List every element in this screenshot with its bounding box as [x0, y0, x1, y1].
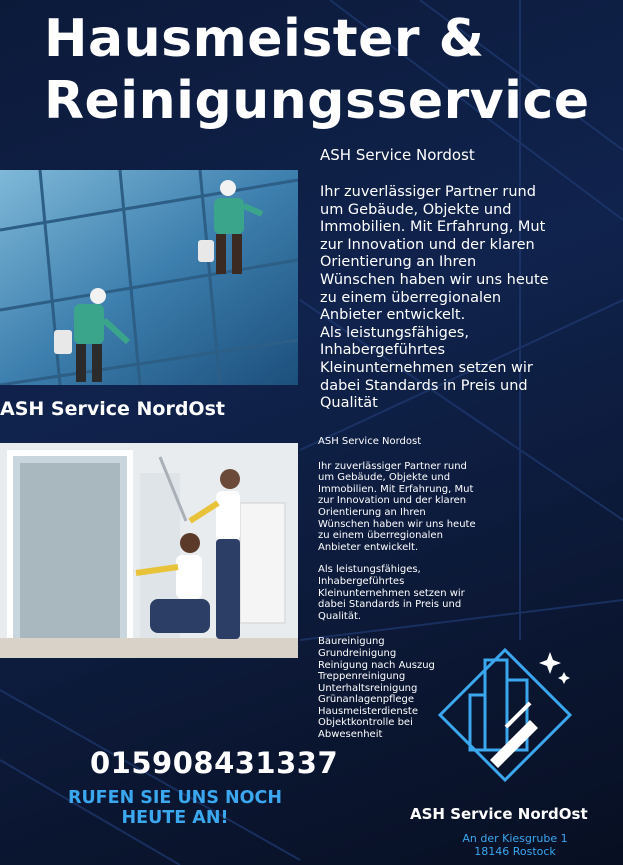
text-line: Als leistungsfähiges, [320, 324, 469, 341]
text-line: Immobilien. Mit Erfahrung, Mut [320, 219, 546, 236]
address-city: 18146 Rostock [474, 845, 556, 858]
text-line: Orientierung an Ihren [320, 254, 477, 271]
text-line: zu einem überregionalen [320, 289, 502, 306]
text-line: Qualität [320, 395, 378, 412]
cta-line-2: HEUTE AN! [121, 808, 229, 828]
text-line: Ihr zuverlässiger Partner rund [318, 460, 467, 472]
address-street: An der Kiesgrube 1 [462, 832, 568, 845]
service-item: Hausmeisterdienste [318, 705, 418, 717]
service-item: Treppenreinigung [318, 671, 406, 683]
title-line-1: Hausmeister & [44, 9, 485, 69]
photo-caption: ASH Service NordOst [0, 398, 225, 420]
text-line: Anbieter entwickelt. [320, 307, 466, 324]
service-item: Objektkontrolle bei [318, 717, 413, 729]
call-to-action [40, 788, 310, 828]
service-item: Reinigung nach Auszug [318, 659, 435, 671]
text-line: Wünschen haben wir uns heute [320, 271, 549, 288]
page-title [44, 8, 614, 132]
text-line: um Gebäude, Objekte und [320, 201, 512, 218]
text-line: Anbieter entwickelt. [318, 541, 419, 553]
service-item: Grundreinigung [318, 647, 397, 659]
text-line: Orientierung an Ihren [318, 506, 426, 518]
window-cleaners-photo [0, 170, 298, 385]
text-line: Inhabergeführtes [318, 575, 405, 587]
intro-paragraph [320, 184, 620, 413]
intro-text-block [320, 146, 620, 413]
text-line: Immobilien. Mit Erfahrung, Mut [318, 483, 474, 495]
text-line: dabei Standards in Preis und [320, 377, 528, 394]
cta-line-1: RUFEN SIE UNS NOCH [67, 788, 283, 808]
text-line: Als leistungsfähiges, [318, 564, 421, 576]
building-squeegee-logo [430, 640, 580, 790]
text-line: um Gebäude, Objekte und [318, 472, 451, 484]
text-line: Kleinunternehmen setzen wir [318, 587, 465, 599]
text-line: dabei Standards in Preis und [318, 599, 462, 611]
address [430, 832, 600, 858]
title-line-2: Reinigungsservice [44, 71, 590, 131]
brand-name: ASH Service Nordost [320, 146, 475, 164]
cleaning-women-photo [0, 443, 298, 658]
service-item: Abwesenheit [318, 729, 383, 741]
text-line: Wünschen haben wir uns heute [318, 518, 476, 530]
text-line: zur Innovation und der klaren [320, 236, 535, 253]
details-paragraph-1 [318, 461, 558, 554]
text-line: Ihr zuverlässiger Partner rund [320, 184, 536, 200]
service-item: Grünanlagenpflege [318, 694, 415, 706]
text-line: Kleinunternehmen setzen wir [320, 359, 533, 376]
service-item: Baureinigung [318, 636, 385, 648]
service-item: Unterhaltsreinigung [318, 682, 418, 694]
details-paragraph-2 [318, 564, 558, 622]
phone-number[interactable]: 015908431337 [90, 746, 339, 780]
brand-name-small: ASH Service Nordost [318, 436, 422, 447]
text-line: zur Innovation und der klaren [318, 495, 467, 507]
footer-brand: ASH Service NordOst [410, 805, 588, 823]
text-line: Inhabergeführtes [320, 342, 446, 359]
text-line: Qualität. [318, 610, 362, 622]
text-line: zu einem überregionalen [318, 530, 443, 542]
